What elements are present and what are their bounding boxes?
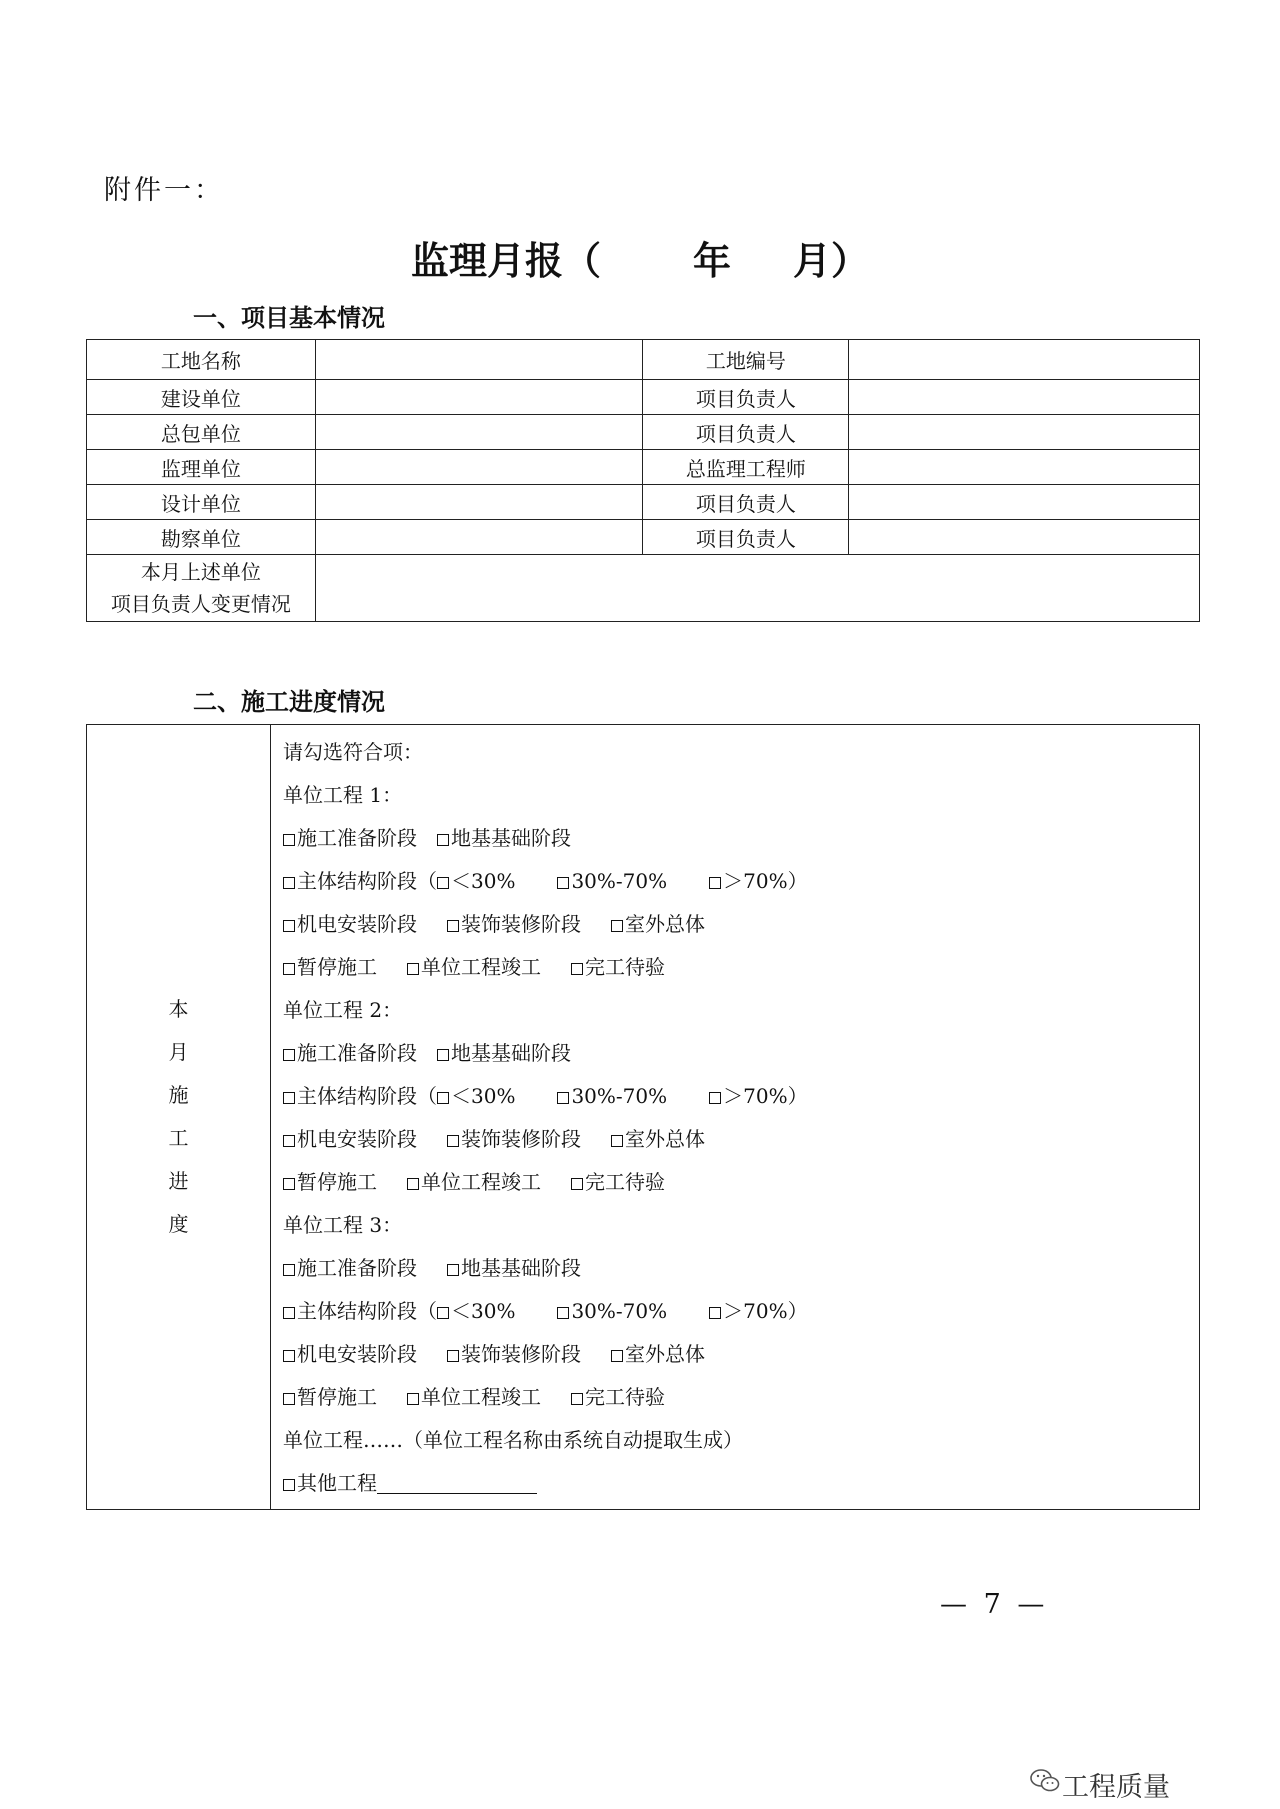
checkbox-option[interactable]: 室外总体 [611,1118,705,1161]
value-cell[interactable] [849,340,1200,380]
watermark-text: 工程质量 [1062,1772,1170,1803]
table-row [87,340,1200,380]
checkbox-option[interactable]: 装饰装修阶段 [447,1333,581,1376]
checkbox-option[interactable]: 完工待验 [571,946,665,989]
side-char: 工 [168,1126,189,1150]
table-row [87,485,1200,520]
options-row [283,1075,1199,1118]
checkbox-option[interactable]: 暂停施工 [283,1376,377,1419]
checkbox[interactable] [447,920,459,932]
checkbox-option[interactable]: 单位工程竣工 [407,1376,541,1419]
row-label: 项目负责人 [643,520,849,555]
checkbox-option[interactable]: 完工待验 [571,1161,665,1204]
checkbox-option[interactable]: 主体结构阶段（ [283,1290,437,1333]
checkbox[interactable] [437,877,449,889]
checkbox[interactable] [447,1350,459,1362]
checkbox-option[interactable]: 30%-70% [557,860,667,903]
checkbox[interactable] [571,1393,583,1405]
checkbox-option[interactable]: 施工准备阶段 [283,817,417,860]
options-row [283,1118,1199,1161]
row-label: 设计单位 [87,485,316,520]
checkbox[interactable] [283,1135,295,1147]
page-title [0,230,1280,285]
checkbox-option[interactable]: 完工待验 [571,1376,665,1419]
value-cell[interactable] [849,450,1200,485]
row-label: 项目负责人 [643,485,849,520]
change-value-cell[interactable] [315,555,1199,622]
side-char: 本 [168,997,189,1021]
table-row [87,380,1200,415]
basic-info-table [86,339,1200,622]
side-char: 度 [168,1212,189,1236]
checkbox[interactable] [709,1307,721,1319]
table-row [87,415,1200,450]
checkbox[interactable] [283,1479,295,1491]
row-label: 监理单位 [87,450,316,485]
checkbox-option[interactable]: 地基基础阶段 [437,817,571,860]
checkbox[interactable] [283,1264,295,1276]
page-number: — 7 — [940,1589,1049,1620]
value-cell[interactable] [315,415,643,450]
checkbox-option[interactable]: 机电安装阶段 [283,1333,417,1376]
options-row [283,903,1199,946]
checkbox-option[interactable]: ＜30% [437,860,515,903]
checkbox[interactable] [407,1393,419,1405]
more-units-text: 单位工程……（单位工程名称由系统自动提取生成） [283,1428,743,1452]
table-row [87,520,1200,555]
checkbox[interactable] [447,1135,459,1147]
checkbox[interactable] [437,1092,449,1104]
checkbox[interactable] [283,877,295,889]
value-cell[interactable] [849,380,1200,415]
options-row [283,1290,1199,1333]
checkbox[interactable] [437,834,449,846]
checkbox[interactable] [437,1307,449,1319]
checkbox[interactable] [407,1178,419,1190]
checkbox-option[interactable]: 施工准备阶段 [283,1032,417,1075]
value-cell[interactable] [315,485,643,520]
checkbox-option[interactable]: 室外总体 [611,1333,705,1376]
checkbox[interactable] [571,963,583,975]
checkbox-option[interactable]: 地基基础阶段 [447,1247,581,1290]
side-char: 月 [168,1040,189,1064]
attachment-label: 附件一： [104,175,224,206]
checkbox[interactable] [709,877,721,889]
options-row [283,1247,1199,1290]
checkbox[interactable] [283,920,295,932]
progress-table [86,724,1200,1510]
checkbox[interactable] [437,1049,449,1061]
unit-title: 单位工程 1： [283,783,403,807]
value-cell[interactable] [849,520,1200,555]
title-month: 月） [793,238,870,283]
checkbox[interactable] [283,834,295,846]
table-row [87,725,1200,1510]
value-cell[interactable] [849,415,1200,450]
value-cell[interactable] [315,340,643,380]
side-char: 施 [168,1083,189,1107]
checkbox[interactable] [571,1178,583,1190]
checkbox-option[interactable]: ＜30% [437,1075,515,1118]
checkbox-option[interactable]: 地基基础阶段 [437,1032,571,1075]
options-row [283,1462,1199,1505]
checkbox[interactable] [407,963,419,975]
row-label: 工地编号 [643,340,849,380]
checkbox[interactable] [283,1393,295,1405]
checkbox-option[interactable]: 单位工程竣工 [407,946,541,989]
checkbox-option[interactable]: 其他工程 [283,1462,377,1505]
wechat-icon [1030,1768,1060,1794]
table-row [87,450,1200,485]
title-prefix: 监理月报（ [410,238,601,283]
checkbox-option[interactable]: 施工准备阶段 [283,1247,417,1290]
prompt-text: 请勾选符合项： [283,740,423,764]
checkbox-option[interactable]: 机电安装阶段 [283,1118,417,1161]
checkbox[interactable] [611,1135,623,1147]
value-cell[interactable] [315,450,643,485]
checkbox[interactable] [283,1307,295,1319]
checkbox-option[interactable]: ＞70%） [709,1075,807,1118]
checkbox[interactable] [447,1264,459,1276]
checkbox-option[interactable]: 机电安装阶段 [283,903,417,946]
checkbox-option[interactable]: 30%-70% [557,1290,667,1333]
value-cell[interactable] [315,520,643,555]
unit-title: 单位工程 3： [283,1213,403,1237]
checkbox-option[interactable]: 暂停施工 [283,1161,377,1204]
unit-title: 单位工程 2： [283,998,403,1022]
checkbox[interactable] [611,920,623,932]
checkbox[interactable] [557,1307,569,1319]
checkbox[interactable] [283,963,295,975]
row-label: 总监理工程师 [643,450,849,485]
checkbox[interactable] [283,1092,295,1104]
other-fill-line[interactable] [377,1471,537,1494]
checkbox-option[interactable]: 单位工程竣工 [407,1161,541,1204]
progress-content [271,725,1200,1510]
checkbox[interactable] [283,1350,295,1362]
progress-side-label [87,725,271,1510]
options-row [283,946,1199,989]
options-row [283,860,1199,903]
checkbox[interactable] [557,1092,569,1104]
row-label: 项目负责人 [643,415,849,450]
side-char: 进 [168,1169,189,1193]
row-label: 总包单位 [87,415,316,450]
options-row [283,1032,1199,1075]
checkbox[interactable] [283,1178,295,1190]
checkbox[interactable] [283,1049,295,1061]
options-row [283,1161,1199,1204]
row-label: 项目负责人 [643,380,849,415]
checkbox-option[interactable]: 装饰装修阶段 [447,1118,581,1161]
checkbox-option[interactable]: 装饰装修阶段 [447,903,581,946]
checkbox[interactable] [709,1092,721,1104]
section2-heading: 二、施工进度情况 [193,687,385,716]
checkbox-option[interactable]: 主体结构阶段（ [283,1075,437,1118]
options-row [283,1376,1199,1419]
row-label: 工地名称 [87,340,316,380]
checkbox-option[interactable]: 主体结构阶段（ [283,860,437,903]
checkbox-option[interactable]: ＞70%） [709,1290,807,1333]
change-label-line2: 项目负责人变更情况 [110,592,291,616]
row-label: 建设单位 [87,380,316,415]
checkbox-option[interactable]: 室外总体 [611,903,705,946]
checkbox[interactable] [611,1350,623,1362]
checkbox-option[interactable]: ＞70%） [709,860,807,903]
checkbox-option[interactable]: 暂停施工 [283,946,377,989]
value-cell[interactable] [315,380,643,415]
value-cell[interactable] [849,485,1200,520]
change-label [87,555,316,622]
checkbox-option[interactable]: ＜30% [437,1290,515,1333]
checkbox-option[interactable]: 30%-70% [557,1075,667,1118]
options-row [283,1333,1199,1376]
section1-heading: 一、项目基本情况 [193,303,385,332]
table-row [87,555,1200,622]
row-label: 勘察单位 [87,520,316,555]
options-row [283,817,1199,860]
checkbox[interactable] [557,877,569,889]
change-label-line1: 本月上述单位 [140,560,261,584]
title-year: 年 [692,238,731,283]
